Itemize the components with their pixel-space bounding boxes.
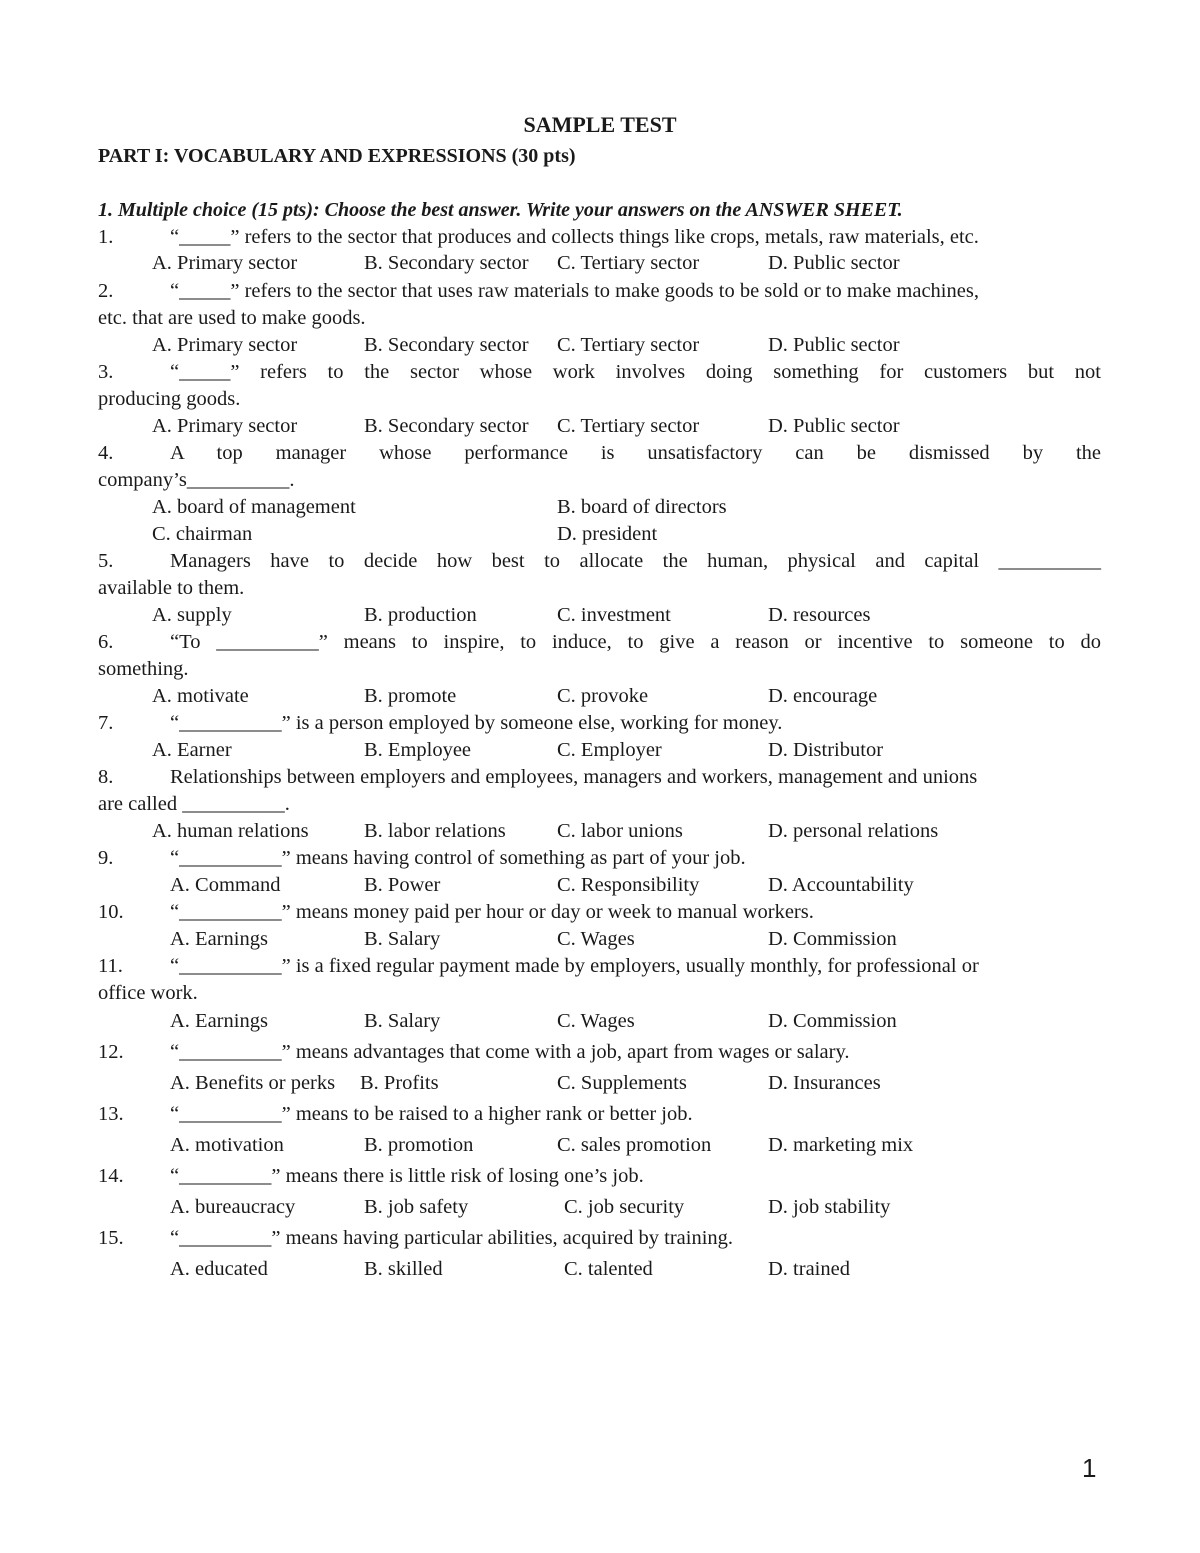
question-stem: “__________” means having control of something as part of your job. (170, 847, 746, 869)
answer-option-d[interactable]: D. marketing mix (768, 1134, 914, 1156)
page-title: SAMPLE TEST (523, 112, 677, 137)
answer-option-d[interactable]: D. Insurances (768, 1072, 881, 1094)
answer-option-c[interactable]: C. job security (564, 1196, 685, 1218)
answer-option-a[interactable]: A. bureaucracy (170, 1196, 296, 1218)
answer-option-c[interactable]: C. Employer (557, 739, 662, 761)
question-stem: “__________” means advantages that come with a job, apart from wages or salary. (170, 1041, 850, 1063)
answer-option-c[interactable]: C. chairman (152, 523, 253, 545)
answer-option-c[interactable]: C. talented (564, 1258, 653, 1280)
question-stem: “__________” means money paid per hour or day or week to manual workers. (170, 901, 814, 923)
answer-option-b[interactable]: B. promotion (364, 1134, 474, 1156)
answer-option-a[interactable]: A. board of management (152, 496, 356, 518)
answer-option-a[interactable]: A. Primary sector (152, 334, 298, 356)
answer-option-b[interactable]: B. Secondary sector (364, 415, 529, 437)
question-stem: “__________” is a person employed by someone else, working for money. (170, 712, 783, 734)
answer-option-b[interactable]: B. board of directors (557, 496, 727, 518)
answer-option-d[interactable]: D. Accountability (768, 874, 914, 896)
question-stem-continuation: etc. that are used to make goods. (98, 307, 366, 329)
answer-option-c[interactable]: C. Wages (557, 928, 635, 950)
answer-option-a[interactable]: A. Earnings (170, 928, 268, 950)
question-stem: “__________” is a fixed regular payment made by employers, usually monthly, for professional or (170, 955, 979, 977)
question-number: 5. (98, 550, 114, 572)
answer-option-c[interactable]: C. provoke (557, 685, 649, 707)
question-number: 7. (98, 712, 114, 734)
answer-option-b[interactable]: B. promote (364, 685, 457, 707)
question-stem: Relationships between employers and employees, managers and workers, management and unions (170, 766, 978, 788)
answer-option-c[interactable]: C. Tertiary sector (557, 415, 700, 437)
question-stem: “To __________” means to inspire, to induce, to give a reason or incentive to someone to do (170, 631, 1101, 653)
answer-option-d[interactable]: D. resources (768, 604, 871, 626)
question-stem-continuation: are called __________. (98, 793, 290, 815)
answer-option-c[interactable]: C. sales promotion (557, 1134, 712, 1156)
answer-option-d[interactable]: D. Public sector (768, 252, 900, 274)
question-stem: “_________” means there is little risk of losing one’s job. (170, 1165, 644, 1187)
question-number: 14. (98, 1165, 124, 1187)
answer-option-a[interactable]: A. human relations (152, 820, 309, 842)
question-number: 8. (98, 766, 114, 788)
answer-option-b[interactable]: B. Secondary sector (364, 252, 529, 274)
answer-option-b[interactable]: B. production (364, 604, 477, 626)
answer-option-a[interactable]: A. Command (170, 874, 281, 896)
answer-option-d[interactable]: D. trained (768, 1258, 850, 1280)
answer-option-a[interactable]: A. educated (170, 1258, 268, 1280)
question-stem-continuation: something. (98, 658, 189, 680)
question-stem: A top manager whose performance is unsatisfactory can be dismissed by the (170, 442, 1101, 464)
answer-option-b[interactable]: B. Employee (364, 739, 472, 761)
question-number: 3. (98, 361, 114, 383)
answer-option-a[interactable]: A. Benefits or perks (170, 1072, 336, 1094)
answer-option-d[interactable]: D. encourage (768, 685, 878, 707)
answer-option-d[interactable]: D. Distributor (768, 739, 884, 761)
answer-option-b[interactable]: B. job safety (364, 1196, 469, 1218)
question-number: 4. (98, 442, 114, 464)
answer-option-c[interactable]: C. investment (557, 604, 671, 626)
answer-option-a[interactable]: A. Primary sector (152, 415, 298, 437)
section-instructions: 1. Multiple choice (15 pts): Choose the best answer. Write your answers on the ANSWER SHEET. (98, 199, 903, 221)
question-stem-continuation: office work. (98, 982, 198, 1004)
question-number: 9. (98, 847, 114, 869)
answer-option-a[interactable]: A. motivation (170, 1134, 284, 1156)
answer-option-d[interactable]: D. job stability (768, 1196, 891, 1218)
answer-option-d[interactable]: D. Public sector (768, 415, 900, 437)
answer-option-c[interactable]: C. labor unions (557, 820, 683, 842)
question-number: 1. (98, 226, 114, 248)
answer-option-d[interactable]: D. Public sector (768, 334, 900, 356)
answer-option-a[interactable]: A. Earner (152, 739, 232, 761)
question-stem: “_____” refers to the sector that produces and collects things like crops, metals, raw materials, etc. (170, 226, 979, 248)
answer-option-a[interactable]: A. motivate (152, 685, 249, 707)
question-number: 12. (98, 1041, 124, 1063)
answer-option-d[interactable]: D. Commission (768, 928, 897, 950)
page-number: 1 (1082, 1453, 1097, 1483)
question-stem: “__________” means to be raised to a higher rank or better job. (170, 1103, 693, 1125)
part-heading: PART I: VOCABULARY AND EXPRESSIONS (30 pts) (98, 145, 576, 167)
question-number: 2. (98, 280, 114, 302)
answer-option-c[interactable]: C. Tertiary sector (557, 252, 700, 274)
answer-option-c[interactable]: C. Wages (557, 1010, 635, 1032)
answer-option-d[interactable]: D. Commission (768, 1010, 897, 1032)
question-stem: Managers have to decide how best to allocate the human, physical and capital __________ (170, 550, 1101, 572)
answer-option-c[interactable]: C. Tertiary sector (557, 334, 700, 356)
question-stem: “_____” refers to the sector whose work involves doing something for customers but not (170, 361, 1101, 383)
answer-option-d[interactable]: D. president (557, 523, 658, 545)
answer-option-c[interactable]: C. Responsibility (557, 874, 700, 896)
answer-option-b[interactable]: B. skilled (364, 1258, 443, 1280)
answer-option-a[interactable]: A. supply (152, 604, 232, 626)
answer-option-b[interactable]: B. Salary (364, 1010, 441, 1032)
question-stem-continuation: producing goods. (98, 388, 241, 410)
answer-option-c[interactable]: C. Supplements (557, 1072, 687, 1094)
answer-option-a[interactable]: A. Earnings (170, 1010, 268, 1032)
question-number: 13. (98, 1103, 124, 1125)
question-stem: “_________” means having particular abilities, acquired by training. (170, 1227, 734, 1249)
answer-option-a[interactable]: A. Primary sector (152, 252, 298, 274)
question-number: 11. (98, 955, 123, 977)
answer-option-b[interactable]: B. labor relations (364, 820, 506, 842)
question-stem-continuation: company’s__________. (98, 469, 295, 491)
answer-option-b[interactable]: B. Salary (364, 928, 441, 950)
answer-option-b[interactable]: B. Power (364, 874, 441, 896)
question-stem: “_____” refers to the sector that uses raw materials to make goods to be sold or to make machines, (170, 280, 979, 302)
answer-option-b[interactable]: B. Profits (360, 1072, 439, 1094)
question-number: 6. (98, 631, 114, 653)
question-number: 15. (98, 1227, 124, 1249)
answer-option-d[interactable]: D. personal relations (768, 820, 939, 842)
answer-option-b[interactable]: B. Secondary sector (364, 334, 529, 356)
question-number: 10. (98, 901, 124, 923)
question-stem-continuation: available to them. (98, 577, 245, 599)
